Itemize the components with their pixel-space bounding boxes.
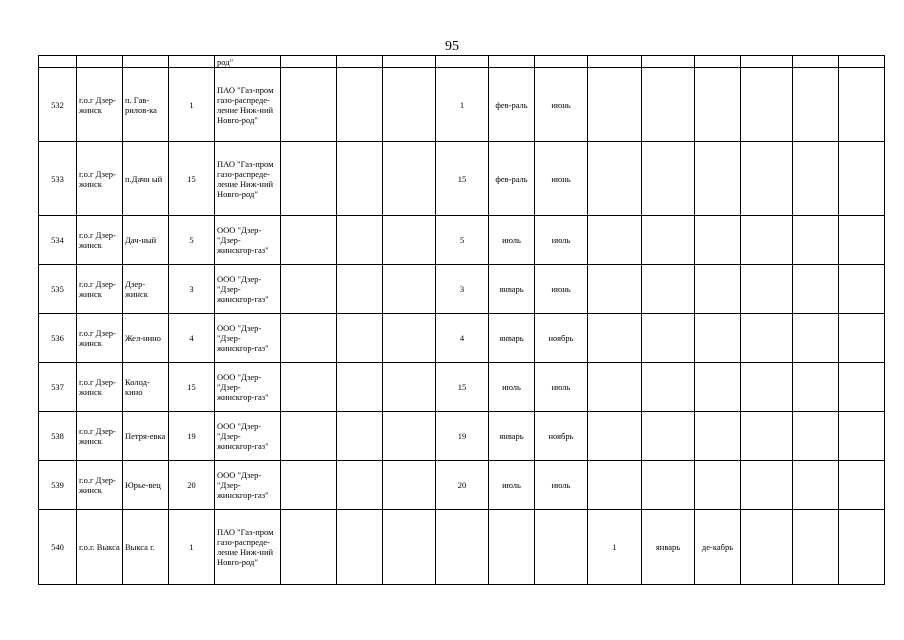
month-end-cell: [535, 510, 588, 585]
value-cell-2: [588, 461, 642, 510]
table-row: [39, 314, 885, 363]
count-cell: 1: [169, 68, 215, 142]
count-cell: 15: [169, 363, 215, 412]
empty-cell: [839, 68, 885, 142]
value-cell: 15: [436, 142, 489, 216]
empty-cell: [793, 363, 839, 412]
organization-cell: ООО "Дзер-"Дзер-жинскгор-газ": [215, 265, 281, 314]
empty-cell: [839, 461, 885, 510]
empty-cell: [383, 216, 436, 265]
district-cell: г.о.г. Выкса: [77, 510, 123, 585]
organization-cell: ПАО "Газ-пром газо-распреде-ление Ниж-ний Новго-род": [215, 510, 281, 585]
count-cell: 4: [169, 314, 215, 363]
month-start-cell-2: [642, 461, 695, 510]
locality-cell: п. Гав-рилов-ка: [123, 68, 169, 142]
count-cell: 19: [169, 412, 215, 461]
empty-cell: [741, 142, 793, 216]
month-end-cell-2: [695, 363, 741, 412]
organization-cell: ООО "Дзер-"Дзер-жинскгор-газ": [215, 461, 281, 510]
empty-cell: [741, 510, 793, 585]
data-table: [38, 55, 885, 585]
empty-cell: [281, 510, 337, 585]
empty-cell: [839, 363, 885, 412]
empty-cell: [281, 412, 337, 461]
organization-cell: ООО "Дзер-"Дзер-жинскгор-газ": [215, 412, 281, 461]
value-cell: [436, 510, 489, 585]
month-end-cell-2: [695, 412, 741, 461]
count-cell: 1: [169, 510, 215, 585]
count-cell: 15: [169, 142, 215, 216]
row-number: 532: [39, 68, 77, 142]
empty-cell: [741, 363, 793, 412]
empty-cell: [839, 216, 885, 265]
month-end-cell: июнь: [535, 265, 588, 314]
empty-cell: [337, 412, 383, 461]
month-end-cell: ноябрь: [535, 412, 588, 461]
empty-cell: [741, 265, 793, 314]
empty-cell: [793, 510, 839, 585]
page-number: 95: [445, 39, 459, 54]
month-start-cell: фев-раль: [489, 68, 535, 142]
empty-cell: [281, 265, 337, 314]
empty-cell: [337, 314, 383, 363]
district-cell: г.о.г Дзер-жинск: [77, 412, 123, 461]
month-end-cell-2: де-кабрь: [695, 510, 741, 585]
table-row: [39, 510, 885, 585]
month-start-cell-2: [642, 265, 695, 314]
table-row: [39, 412, 885, 461]
month-start-cell: январь: [489, 265, 535, 314]
month-start-cell: июль: [489, 461, 535, 510]
month-end-cell: июль: [535, 461, 588, 510]
row-number: 537: [39, 363, 77, 412]
month-start-cell: июль: [489, 363, 535, 412]
organization-cell: ООО "Дзер-"Дзер-жинскгор-газ": [215, 363, 281, 412]
month-end-cell-2: [695, 314, 741, 363]
value-cell-2: [588, 265, 642, 314]
value-cell-2: [588, 363, 642, 412]
locality-cell: Колод-кино: [123, 363, 169, 412]
month-end-cell: июль: [535, 216, 588, 265]
value-cell: 15: [436, 363, 489, 412]
empty-cell: [839, 510, 885, 585]
empty-cell: [383, 265, 436, 314]
month-start-cell-2: январь: [642, 510, 695, 585]
row-number: 536: [39, 314, 77, 363]
empty-cell: [741, 412, 793, 461]
empty-cell: [337, 363, 383, 412]
empty-cell: [793, 412, 839, 461]
month-start-cell: фев-раль: [489, 142, 535, 216]
locality-cell: Дач-ный: [123, 216, 169, 265]
count-cell: 20: [169, 461, 215, 510]
row-number: 540: [39, 510, 77, 585]
district-cell: г.о.г Дзер-жинск: [77, 461, 123, 510]
row-number: 534: [39, 216, 77, 265]
value-cell-2: [588, 412, 642, 461]
table-row: [39, 142, 885, 216]
empty-cell: [793, 216, 839, 265]
value-cell-2: [588, 216, 642, 265]
empty-cell: [383, 314, 436, 363]
empty-cell: [281, 314, 337, 363]
empty-cell: [337, 68, 383, 142]
row-number: 535: [39, 265, 77, 314]
table-row: [39, 216, 885, 265]
organization-cell: ООО "Дзер-"Дзер-жинскгор-газ": [215, 314, 281, 363]
empty-cell: [383, 412, 436, 461]
month-end-cell-2: [695, 68, 741, 142]
value-cell: 19: [436, 412, 489, 461]
month-start-cell-2: [642, 412, 695, 461]
month-end-cell: июль: [535, 363, 588, 412]
table-row: [39, 461, 885, 510]
district-cell: г.о.г Дзер-жинск: [77, 142, 123, 216]
month-start-cell-2: [642, 314, 695, 363]
count-cell: 5: [169, 216, 215, 265]
district-cell: г.о.г Дзер-жинск: [77, 265, 123, 314]
month-end-cell-2: [695, 216, 741, 265]
empty-cell: [281, 461, 337, 510]
row-number: 539: [39, 461, 77, 510]
month-start-cell: июль: [489, 216, 535, 265]
empty-cell: [741, 216, 793, 265]
empty-cell: [839, 412, 885, 461]
locality-cell: Юрье-вец: [123, 461, 169, 510]
value-cell: 20: [436, 461, 489, 510]
value-cell: 3: [436, 265, 489, 314]
empty-cell: [383, 142, 436, 216]
empty-cell: [793, 461, 839, 510]
value-cell: 5: [436, 216, 489, 265]
value-cell: 4: [436, 314, 489, 363]
month-end-cell: июнь: [535, 142, 588, 216]
locality-cell: Жел-нино: [123, 314, 169, 363]
value-cell-2: [588, 142, 642, 216]
district-cell: г.о.г Дзер-жинск: [77, 68, 123, 142]
district-cell: г.о.г Дзер-жинск: [77, 314, 123, 363]
locality-cell: п.Дачн ый: [123, 142, 169, 216]
empty-cell: [793, 142, 839, 216]
organization-cell: ПАО "Газ-пром газо-распреде-ление Ниж-ний Новго-род": [215, 68, 281, 142]
empty-cell: [383, 363, 436, 412]
month-start-cell: [489, 510, 535, 585]
empty-cell: [337, 265, 383, 314]
month-start-cell-2: [642, 142, 695, 216]
empty-cell: [793, 68, 839, 142]
empty-cell: [281, 68, 337, 142]
empty-cell: [741, 68, 793, 142]
empty-cell: [839, 265, 885, 314]
empty-cell: [337, 216, 383, 265]
locality-cell: Петря-евка: [123, 412, 169, 461]
empty-cell: [281, 363, 337, 412]
empty-cell: [839, 314, 885, 363]
month-end-cell-2: [695, 142, 741, 216]
month-start-cell: январь: [489, 314, 535, 363]
month-end-cell: ноябрь: [535, 314, 588, 363]
empty-cell: [383, 461, 436, 510]
empty-cell: [281, 142, 337, 216]
district-cell: г.о.г Дзер-жинск: [77, 216, 123, 265]
empty-cell: [337, 142, 383, 216]
locality-cell: Выкса г.: [123, 510, 169, 585]
value-cell: 1: [436, 68, 489, 142]
month-start-cell-2: [642, 68, 695, 142]
value-cell-2: 1: [588, 510, 642, 585]
continuation-row: [39, 56, 885, 68]
value-cell-2: [588, 314, 642, 363]
month-start-cell: январь: [489, 412, 535, 461]
organization-cell: ООО "Дзер-"Дзер-жинскгор-газ": [215, 216, 281, 265]
empty-cell: [383, 510, 436, 585]
value-cell-2: [588, 68, 642, 142]
empty-cell: [741, 314, 793, 363]
row-number: 533: [39, 142, 77, 216]
empty-cell: [793, 265, 839, 314]
empty-cell: [337, 510, 383, 585]
district-cell: г.о.г Дзер-жинск: [77, 363, 123, 412]
empty-cell: [839, 142, 885, 216]
organization-cell: ПАО "Газ-пром газо-распреде-ление Ниж-ний Новго-род": [215, 142, 281, 216]
table-row: [39, 363, 885, 412]
row-number: 538: [39, 412, 77, 461]
month-start-cell-2: [642, 216, 695, 265]
empty-cell: [337, 461, 383, 510]
month-end-cell: июнь: [535, 68, 588, 142]
count-cell: 3: [169, 265, 215, 314]
month-start-cell-2: [642, 363, 695, 412]
month-end-cell-2: [695, 265, 741, 314]
empty-cell: [281, 216, 337, 265]
empty-cell: [793, 314, 839, 363]
table-row: [39, 265, 885, 314]
empty-cell: [741, 461, 793, 510]
table-row: [39, 68, 885, 142]
empty-cell: [383, 68, 436, 142]
locality-cell: Дзер-жинск: [123, 265, 169, 314]
month-end-cell-2: [695, 461, 741, 510]
continuation-text: род": [215, 56, 281, 68]
